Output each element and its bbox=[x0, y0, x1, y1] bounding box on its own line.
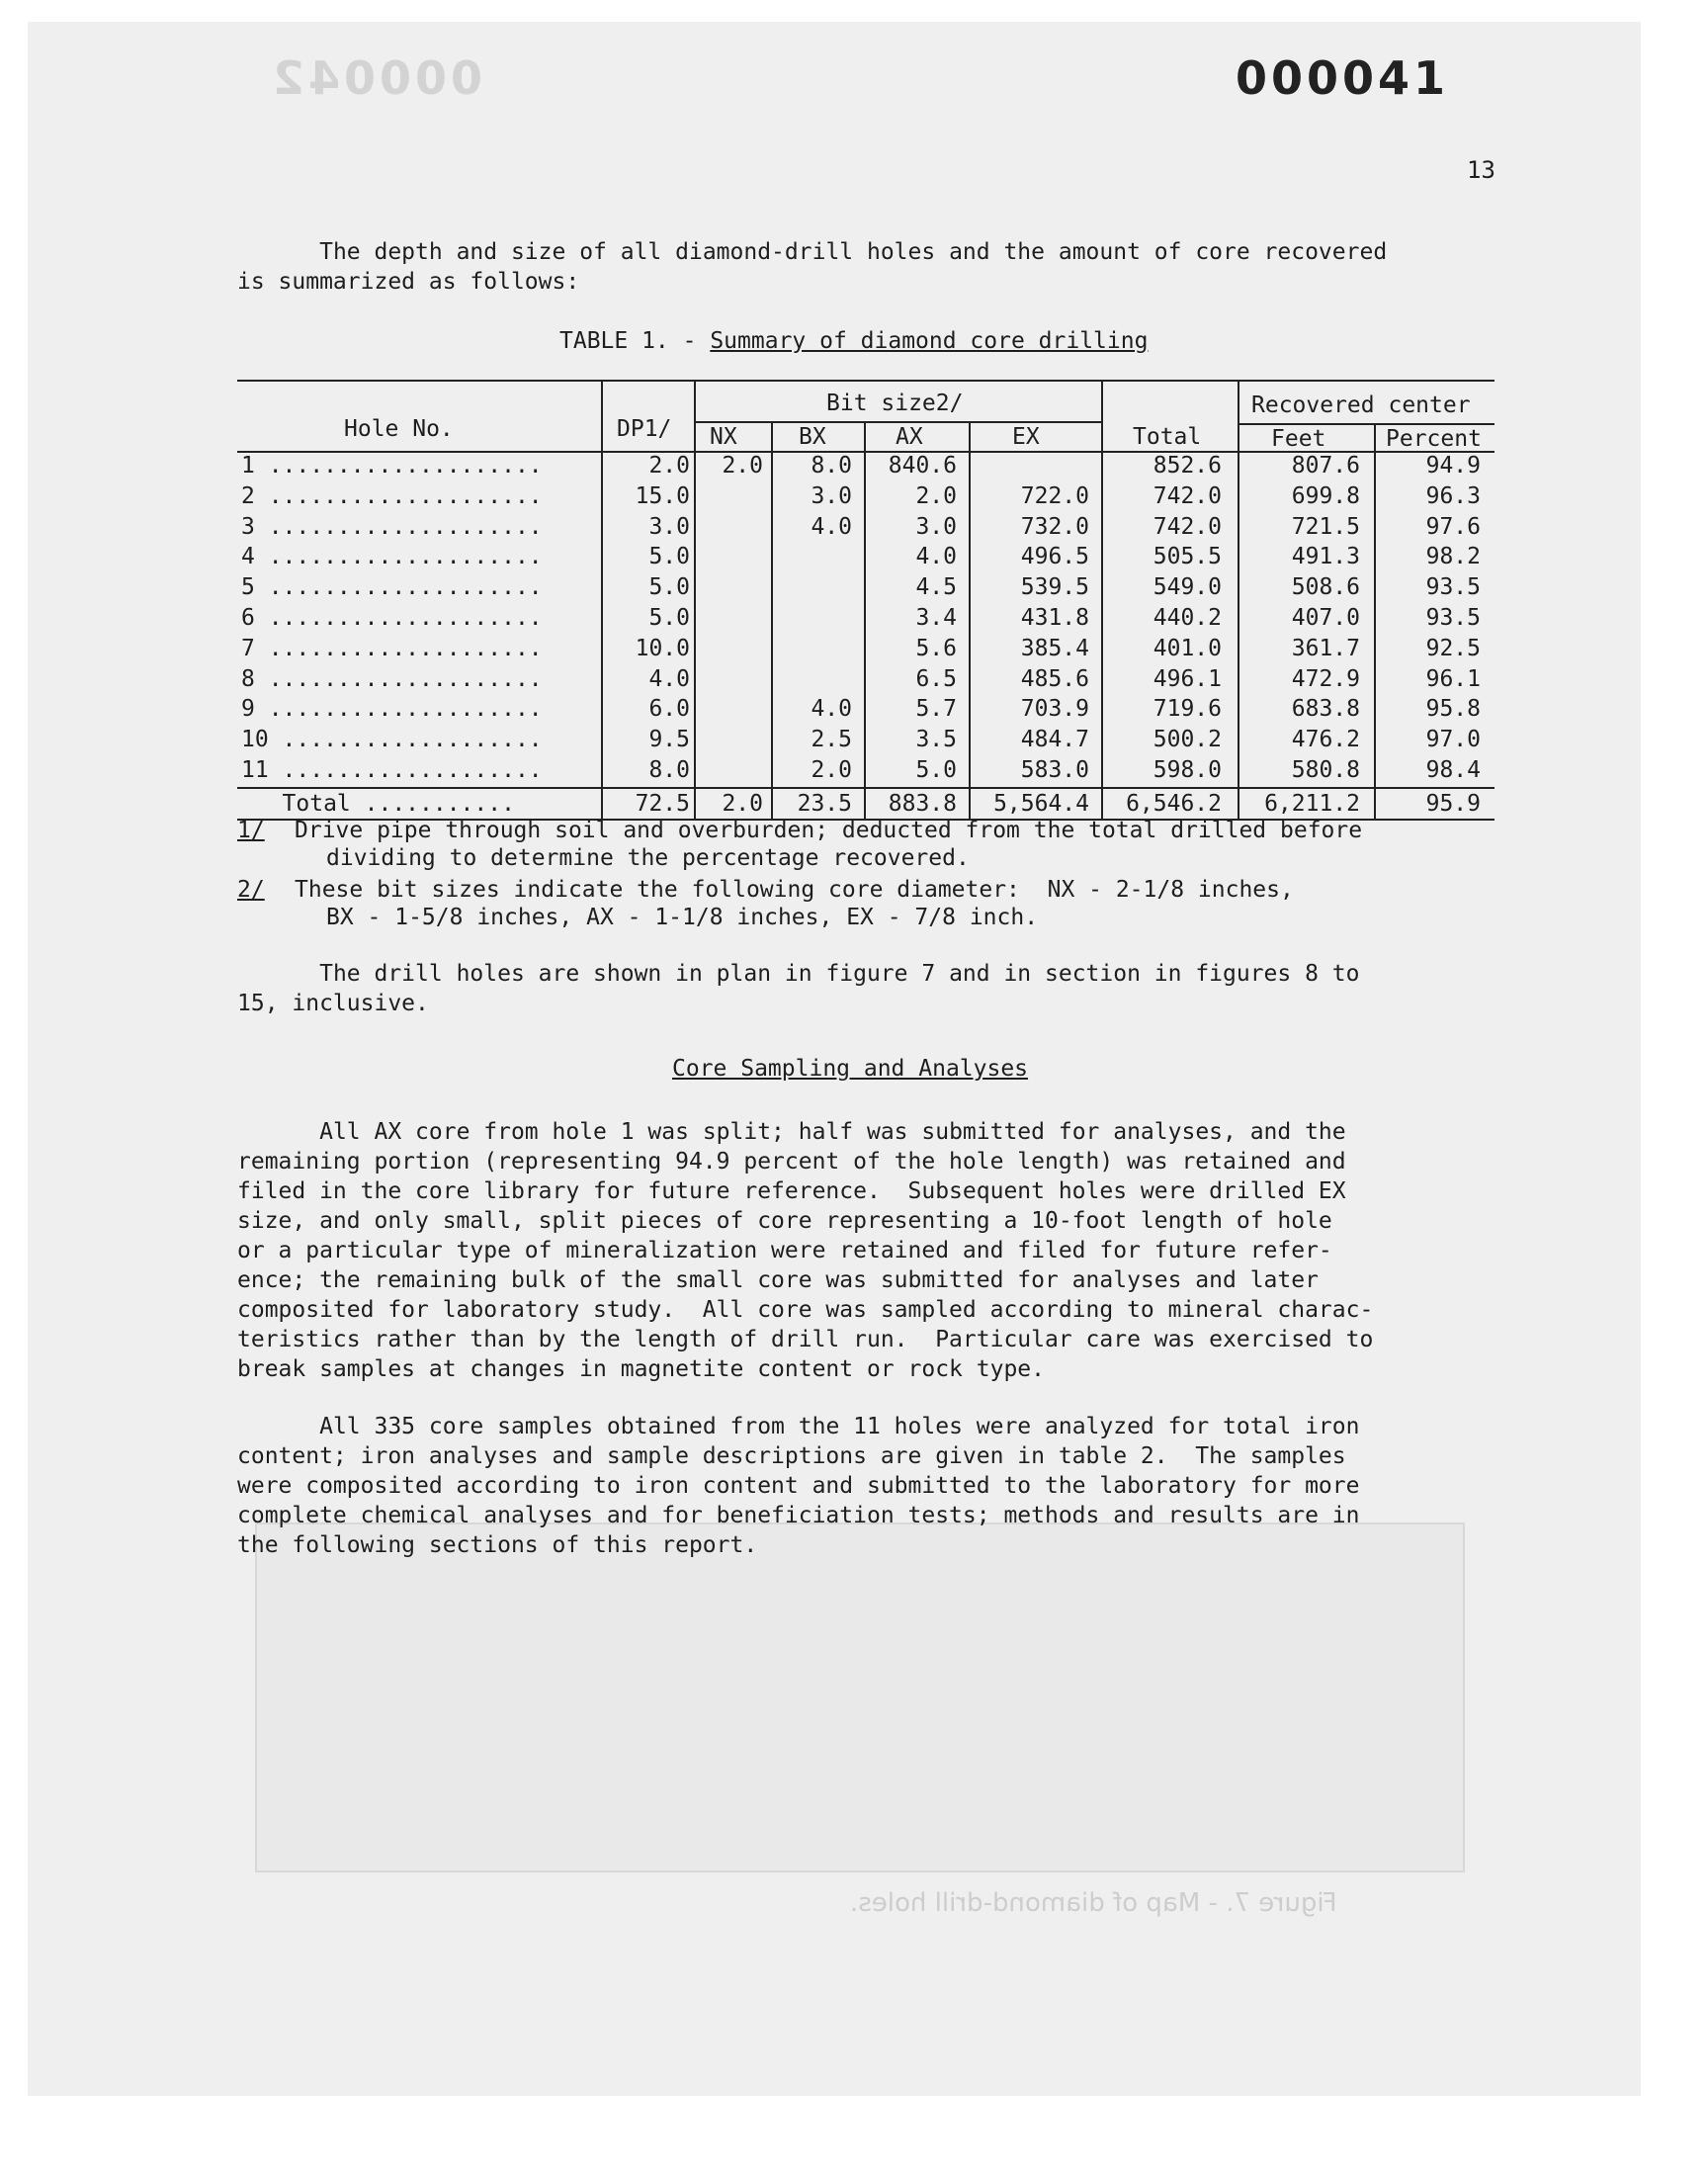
percent-cell: 96.1 bbox=[1425, 665, 1481, 692]
hole-number-cell: 9 .................... bbox=[241, 696, 543, 723]
table-top-rule bbox=[237, 380, 1494, 382]
column-rule bbox=[694, 380, 696, 819]
feet-cell: 508.6 bbox=[1291, 574, 1360, 601]
dp-cell: 3.0 bbox=[648, 513, 690, 540]
total-cell: 742.0 bbox=[1153, 513, 1222, 540]
percent-cell: 98.4 bbox=[1425, 757, 1481, 783]
percent-cell: 97.6 bbox=[1425, 513, 1481, 540]
dp-cell: 8.0 bbox=[648, 757, 690, 783]
percent-cell: 94.9 bbox=[1425, 453, 1481, 478]
feet-cell: 807.6 bbox=[1291, 453, 1360, 478]
hole-number-cell: 4 .................... bbox=[241, 544, 543, 570]
bx-cell: 8.0 bbox=[811, 453, 852, 478]
footnote-mark: 1/ bbox=[237, 818, 265, 843]
ax-cell: 883.8 bbox=[888, 791, 957, 817]
column-rule bbox=[864, 421, 866, 819]
dp-cell: 9.5 bbox=[648, 727, 690, 753]
ax-cell: 6.5 bbox=[915, 665, 957, 692]
column-rule bbox=[1374, 423, 1376, 819]
hole-number-cell: 6 .................... bbox=[241, 605, 543, 631]
header-total: Total bbox=[1133, 424, 1202, 450]
feet-cell: 699.8 bbox=[1291, 482, 1360, 509]
column-rule bbox=[1238, 380, 1239, 819]
ax-cell: 5.7 bbox=[915, 696, 957, 723]
ax-cell: 3.0 bbox=[915, 513, 957, 540]
core-sampling-paragraph: All AX core from hole 1 was split; half was submitted for analyses, and the remaining portion (representing 94.9 percent of the hole length) was retained and filed in the core library for future reference. Subsequent holes were drilled EX size, and only small, split pieces of core representing a 10-foot length of hole or a particular type of mineralization were retained and filed for future refer- ence; the remaining bulk of the small core was submitted for analyses and later composited for laboratory study. All core was sampled according to mineral charac- teristics rather than by the length of drill run. Particular care was exercised to break samples at changes in magnetite content or rock type. bbox=[237, 1119, 1374, 1382]
percent-cell: 92.5 bbox=[1425, 635, 1481, 661]
total-cell: 742.0 bbox=[1153, 482, 1222, 509]
hole-number-cell: 2 .................... bbox=[241, 482, 543, 509]
ax-cell: 2.0 bbox=[915, 482, 957, 509]
footnote-line: BX - 1-5/8 inches, AX - 1-1/8 inches, EX - 7/8 inch. bbox=[326, 905, 1039, 930]
section-title: Core Sampling and Analyses bbox=[672, 1056, 1029, 1082]
bx-cell: 23.5 bbox=[797, 791, 852, 817]
hole-number-cell: 5 .................... bbox=[241, 574, 543, 601]
ax-cell: 3.5 bbox=[915, 727, 957, 753]
footnote-line: Drive pipe through soil and overburden; deducted from the total drilled before bbox=[295, 818, 1363, 843]
percent-cell: 98.2 bbox=[1425, 544, 1481, 570]
drilling-summary-table bbox=[237, 380, 1494, 815]
header-hole-no: Hole No. bbox=[344, 416, 454, 442]
page-number: 13 bbox=[1467, 156, 1495, 184]
bx-cell: 2.5 bbox=[811, 727, 852, 753]
header-feet: Feet bbox=[1271, 426, 1326, 452]
ex-cell: 485.6 bbox=[1020, 665, 1089, 692]
mirrored-document-number: 000042 bbox=[269, 51, 483, 105]
header-bx: BX bbox=[799, 424, 826, 450]
bx-cell: 3.0 bbox=[811, 482, 852, 509]
ex-cell: 484.7 bbox=[1020, 727, 1089, 753]
feet-cell: 580.8 bbox=[1291, 757, 1360, 783]
ex-cell: 722.0 bbox=[1020, 482, 1089, 509]
dp-cell: 2.0 bbox=[648, 453, 690, 478]
hole-number-cell: 7 .................... bbox=[241, 635, 543, 661]
intro-paragraph: The depth and size of all diamond-drill holes and the amount of core recovered is summarized as follows: bbox=[237, 239, 1388, 295]
ax-cell: 4.5 bbox=[915, 574, 957, 601]
ex-cell: 385.4 bbox=[1020, 635, 1089, 661]
footnote-line: These bit sizes indicate the following core diameter: NX - 2-1/8 inches, bbox=[295, 877, 1294, 903]
ex-cell: 732.0 bbox=[1020, 513, 1089, 540]
feet-cell: 476.2 bbox=[1291, 727, 1360, 753]
dp-cell: 72.5 bbox=[635, 791, 690, 817]
ex-cell: 5,564.4 bbox=[993, 791, 1089, 817]
total-cell: 719.6 bbox=[1153, 696, 1222, 723]
feet-cell: 407.0 bbox=[1291, 605, 1360, 631]
ex-cell: 703.9 bbox=[1020, 696, 1089, 723]
bleed-through-figure-caption: Figure 7. - Map of diamond-drill holes. bbox=[850, 1888, 1337, 1918]
dp-cell: 4.0 bbox=[648, 665, 690, 692]
ex-cell: 431.8 bbox=[1020, 605, 1089, 631]
table-title-main: Summary of diamond core drilling bbox=[710, 328, 1149, 354]
total-cell: 6,546.2 bbox=[1126, 791, 1222, 817]
bx-cell: 2.0 bbox=[811, 757, 852, 783]
bleed-through-map-area bbox=[255, 1522, 1465, 1872]
nx-cell: 2.0 bbox=[722, 453, 763, 478]
dp-cell: 10.0 bbox=[635, 635, 690, 661]
column-rule bbox=[1101, 380, 1103, 819]
total-cell: 401.0 bbox=[1153, 635, 1222, 661]
feet-cell: 491.3 bbox=[1291, 544, 1360, 570]
ax-cell: 5.6 bbox=[915, 635, 957, 661]
total-cell: 505.5 bbox=[1153, 544, 1222, 570]
ax-cell: 840.6 bbox=[888, 453, 957, 478]
ex-cell: 539.5 bbox=[1020, 574, 1089, 601]
table-title bbox=[559, 328, 1148, 354]
footnote-mark: 2/ bbox=[237, 877, 265, 903]
dp-cell: 15.0 bbox=[635, 482, 690, 509]
footnote-line: dividing to determine the percentage recovered. bbox=[326, 845, 970, 871]
percent-cell: 95.9 bbox=[1425, 791, 1481, 817]
hole-number-cell: 3 .................... bbox=[241, 513, 543, 540]
total-cell: 598.0 bbox=[1153, 757, 1222, 783]
percent-cell: 93.5 bbox=[1425, 574, 1481, 601]
bx-cell: 4.0 bbox=[811, 513, 852, 540]
feet-cell: 361.7 bbox=[1291, 635, 1360, 661]
hole-number-cell: 1 .................... bbox=[241, 453, 543, 478]
ex-cell: 583.0 bbox=[1020, 757, 1089, 783]
header-ax: AX bbox=[896, 424, 923, 450]
total-cell: 440.2 bbox=[1153, 605, 1222, 631]
percent-cell: 97.0 bbox=[1425, 727, 1481, 753]
table-title-prefix: TABLE 1. - bbox=[559, 328, 711, 354]
dp-cell: 5.0 bbox=[648, 605, 690, 631]
feet-cell: 472.9 bbox=[1291, 665, 1360, 692]
dp-cell: 5.0 bbox=[648, 544, 690, 570]
ax-cell: 3.4 bbox=[915, 605, 957, 631]
samples-paragraph: All 335 core samples obtained from the 11 holes were analyzed for total iron content; iron analyses and sample descriptions are given in table 2. The samples were composited according to iron content and submitted to the laboratory for more complete chemical analyses and for beneficiation tests; methods and results are in the following sections of this report. bbox=[237, 1414, 1360, 1558]
dp-cell: 5.0 bbox=[648, 574, 690, 601]
drill-holes-paragraph: The drill holes are shown in plan in figure 7 and in section in figures 8 to 15, inclusive. bbox=[237, 961, 1360, 1016]
total-cell: 549.0 bbox=[1153, 574, 1222, 601]
feet-cell: 6,211.2 bbox=[1264, 791, 1360, 817]
dp-cell: 6.0 bbox=[648, 696, 690, 723]
percent-cell: 96.3 bbox=[1425, 482, 1481, 509]
header-recovered-center: Recovered center bbox=[1251, 392, 1471, 418]
bx-cell: 4.0 bbox=[811, 696, 852, 723]
hole-number-cell: 10 ................... bbox=[241, 727, 543, 753]
total-row-label: Total ........... bbox=[241, 791, 515, 817]
percent-cell: 95.8 bbox=[1425, 696, 1481, 723]
total-cell: 500.2 bbox=[1153, 727, 1222, 753]
hole-number-cell: 8 .................... bbox=[241, 665, 543, 692]
total-cell: 852.6 bbox=[1153, 453, 1222, 478]
total-cell: 496.1 bbox=[1153, 665, 1222, 692]
ax-cell: 5.0 bbox=[915, 757, 957, 783]
header-percent: Percent bbox=[1386, 426, 1482, 452]
hole-number-cell: 11 ................... bbox=[241, 757, 543, 783]
ax-cell: 4.0 bbox=[915, 544, 957, 570]
header-dp: DP1/ bbox=[617, 416, 672, 442]
document-number: 000041 bbox=[1236, 51, 1450, 105]
percent-cell: 93.5 bbox=[1425, 605, 1481, 631]
column-rule bbox=[601, 380, 603, 819]
header-bit-size: Bit size2/ bbox=[826, 391, 964, 416]
column-rule bbox=[771, 421, 773, 819]
header-nx: NX bbox=[710, 424, 737, 450]
ex-cell: 496.5 bbox=[1020, 544, 1089, 570]
header-ex: EX bbox=[1012, 424, 1040, 450]
column-rule bbox=[969, 421, 971, 819]
feet-cell: 683.8 bbox=[1291, 696, 1360, 723]
feet-cell: 721.5 bbox=[1291, 513, 1360, 540]
nx-cell: 2.0 bbox=[722, 791, 763, 817]
